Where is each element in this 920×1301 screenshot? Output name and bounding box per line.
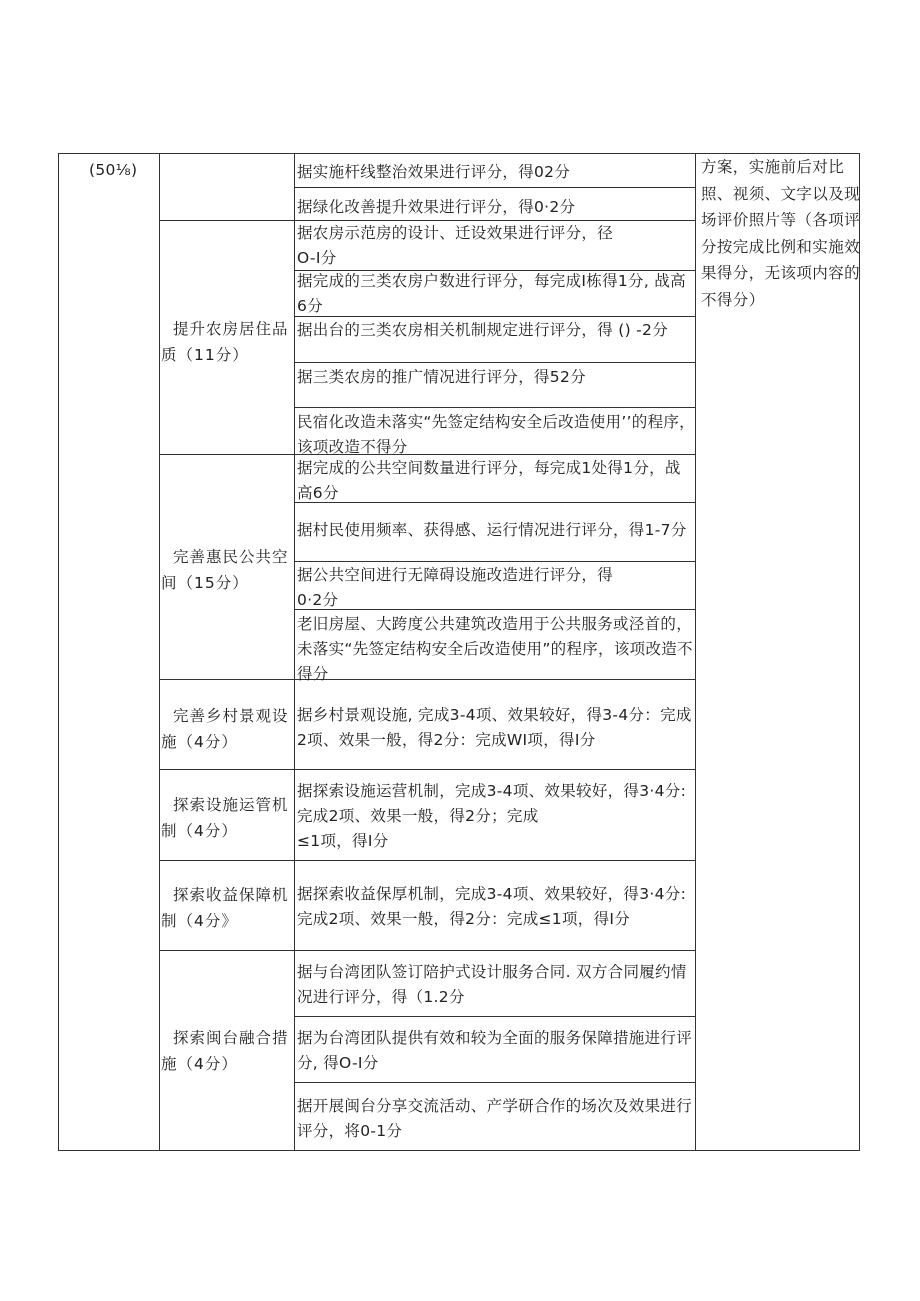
criterion-text: 据三类农房的推广情况进行评分，得52分 <box>297 368 586 386</box>
row-divider <box>294 362 695 363</box>
requirements-note: 方案，实施前后对比照、视须、文字以及现场评价照片等（各项评分按完成比例和实施效果得分，无该项内容的不得分） <box>701 158 861 309</box>
row-divider <box>159 769 695 770</box>
criterion-text: 据探索收益保厚机制，完成3-4项、效果较好，得3·4分:完成2项、效果一般，得2分：完成≤1项，得I分 <box>297 885 687 928</box>
criterion-text: 民宿化改造未落实“先签定结构安全后改造使用’’的程序，该项改造不得分 <box>297 413 695 456</box>
category-label: 完善惠民公共空间（15分） <box>161 548 289 592</box>
row-divider <box>294 187 695 188</box>
category-label: 探索设施运管机制（4分） <box>161 796 289 840</box>
criterion-text: 据绿化改善提升效果进行评分，得0·2分 <box>297 198 576 216</box>
criterion-text: 据公共空间进行无障碍设施改造进行评分，得 0·2分 <box>297 566 614 609</box>
criterion-text: 据出台的三类农房相关机制规定进行评分，得 () -2分 <box>297 321 669 339</box>
column-divider <box>695 154 696 1150</box>
criterion-text: 据完成的三类农房户数进行评分，每完成I栋得1分, 战高6分 <box>297 272 686 315</box>
category-label: 完善乡村景观设施（4分） <box>161 707 289 751</box>
category-label: 探索收益保障机制（4分》 <box>161 886 289 930</box>
row-divider <box>294 407 695 408</box>
criterion-text: 据开展闽台分享交流活动、产学研合作的场次及效果进行评分，将0-1分 <box>297 1097 693 1140</box>
dimension-label: (50⅛) <box>89 161 138 179</box>
criterion-text: 据完成的公共空间数量进行评分，每完成1处得1分，战高6分 <box>297 459 681 502</box>
row-divider <box>294 1016 695 1017</box>
criterion-text: 据与台湾团队签订陪护式设计服务合同. 双方合同履约情况进行评分，得（1.2分 <box>297 963 687 1006</box>
criterion-text: 老旧房屋、大跨度公共建筑改造用于公共服务或泾首的，未落实“先签定结构安全后改造使用”的程序，该项改造不得分 <box>297 615 693 683</box>
category-label: 提升农房居住品质（11分） <box>161 320 289 364</box>
criterion-text: 据为台湾团队提供有效和较为全面的服务保障措施进行评分, 得O-I分 <box>297 1029 693 1072</box>
row-divider <box>294 561 695 562</box>
column-divider <box>159 154 160 1150</box>
row-divider <box>294 1082 695 1083</box>
row-divider <box>159 950 695 951</box>
criterion-text: 据实施杆线整治效果进行评分，得02分 <box>297 163 571 181</box>
category-label: 探索闽台融合措施（4分） <box>161 1029 289 1073</box>
criterion-text: 据乡村景观设施, 完成3-4项、效果较好，得3-4分：完成2项、效果一般，得2分：完成WI项，得I分 <box>297 706 692 749</box>
column-divider <box>294 154 295 1150</box>
row-divider <box>159 860 695 861</box>
criterion-text: 据探索设施运营机制，完成3-4项、效果较好，得3·4分:完成2项、效果一般，得2分；完成 ≤1项，得I分 <box>297 782 687 850</box>
scoring-table <box>58 153 860 1151</box>
criterion-text: 据农房示范房的设计、迁设效果进行评分，径 O-I分 <box>297 224 614 267</box>
criterion-text: 据村民使用频率、获得感、运行情况进行评分，得1-7分 <box>297 521 687 539</box>
